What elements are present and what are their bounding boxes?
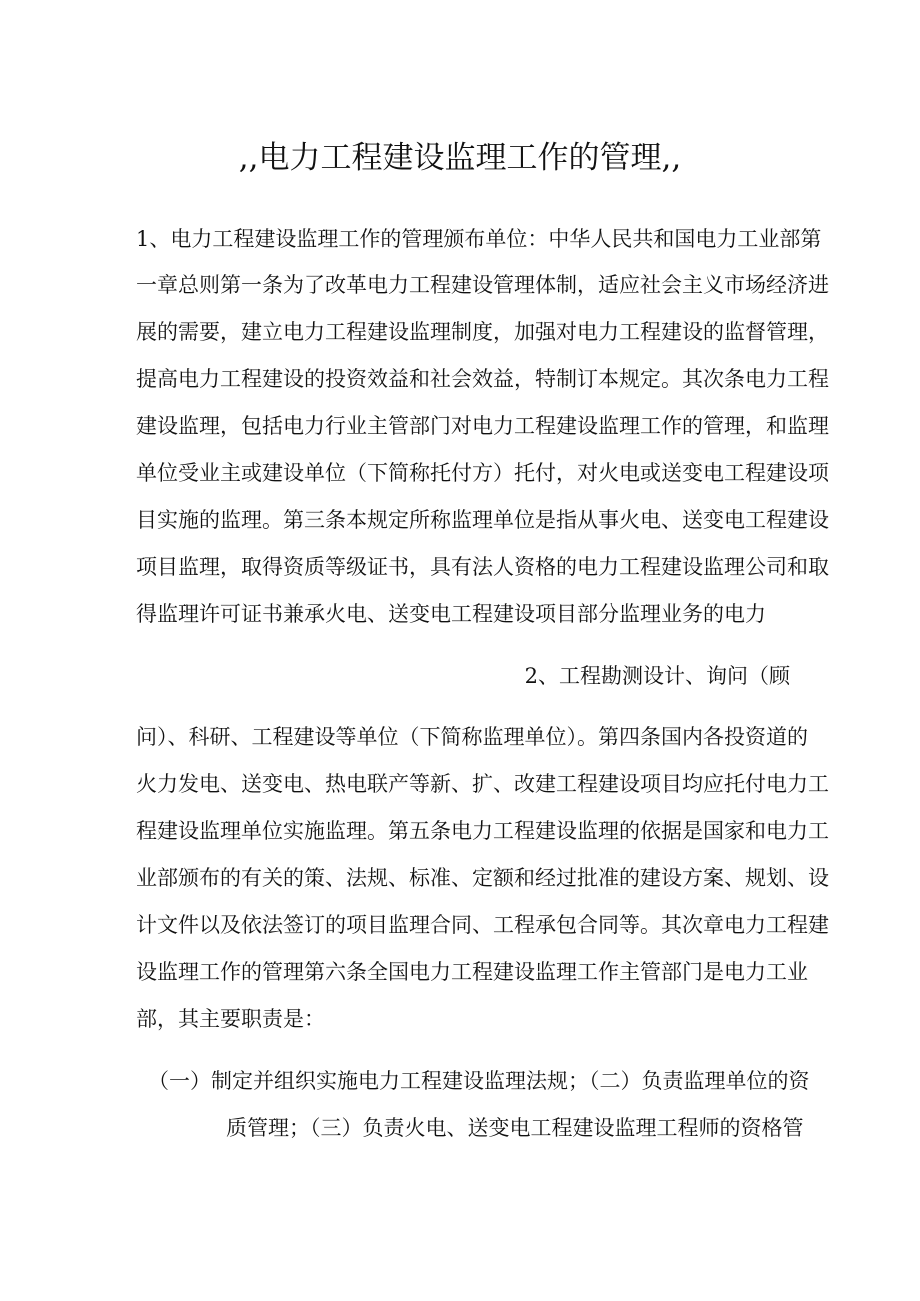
paragraph-line: 问）、科研、工程建设等单位（下简称监理单位）。第四条国内各投资道的 [136,725,808,749]
paragraph-line: 部，其主要职责是： [136,1007,325,1031]
paragraph-line: 展的需要，建立电力工程建设监理制度，加强对电力工程建设的监督管理， [136,320,829,344]
list-line: （一）制定并组织实施电力工程建设监理法规；（二）负责监理单位的资 [148,1069,810,1093]
paragraph-line: 一章总则第一条为了改革电力工程建设管理体制，适应社会主义市场经济进 [136,273,829,297]
paragraph-line: 程建设监理单位实施监理。第五条电力工程建设监理的依据是国家和电力工 [136,819,829,843]
paragraph-line: 目实施的监理。第三条本规定所称监理单位是指从事火电、送变电工程建设 [136,508,829,532]
paragraph-line: 得监理许可证书兼承火电、送变电工程建设项目部分监理业务的电力 [136,602,766,626]
document-title: ,,电力工程建设监理工作的管理,, [238,140,682,176]
paragraph-line: 计文件以及依法签订的项目监理合同、工程承包合同等。其次章电力工程建 [136,913,829,937]
paragraph-line: 建设监理，包括电力行业主管部门对电力工程建设监理工作的管理，和监理 [136,414,829,438]
paragraph-line: 项目监理，取得资质等级证书，具有法人资格的电力工程建设监理公司和取 [136,555,829,579]
paragraph-line: 提高电力工程建设的投资效益和社会效益，特制订本规定。其次条电力工程 [136,367,829,391]
section-heading-line: 2、工程勘测设计、询问（顾 [524,664,790,688]
list-line: 质管理；（三）负责火电、送变电工程建设监理工程师的资格管 [226,1116,804,1140]
paragraph-line: 单位受业主或建设单位（下简称托付方）托付，对火电或送变电工程建设项 [136,461,829,485]
paragraph-line: 设监理工作的管理第六条全国电力工程建设监理工作主管部门是电力工业 [136,960,808,984]
paragraph-line: 业部颁布的有关的策、法规、标准、定额和经过批准的建设方案、规划、设 [136,866,829,890]
paragraph-line: 1、电力工程建设监理工作的管理颁布单位：中华人民共和国电力工业部第 [136,227,822,251]
paragraph-line: 火力发电、送变电、热电联产等新、扩、改建工程建设项目均应托付电力工 [136,772,829,796]
